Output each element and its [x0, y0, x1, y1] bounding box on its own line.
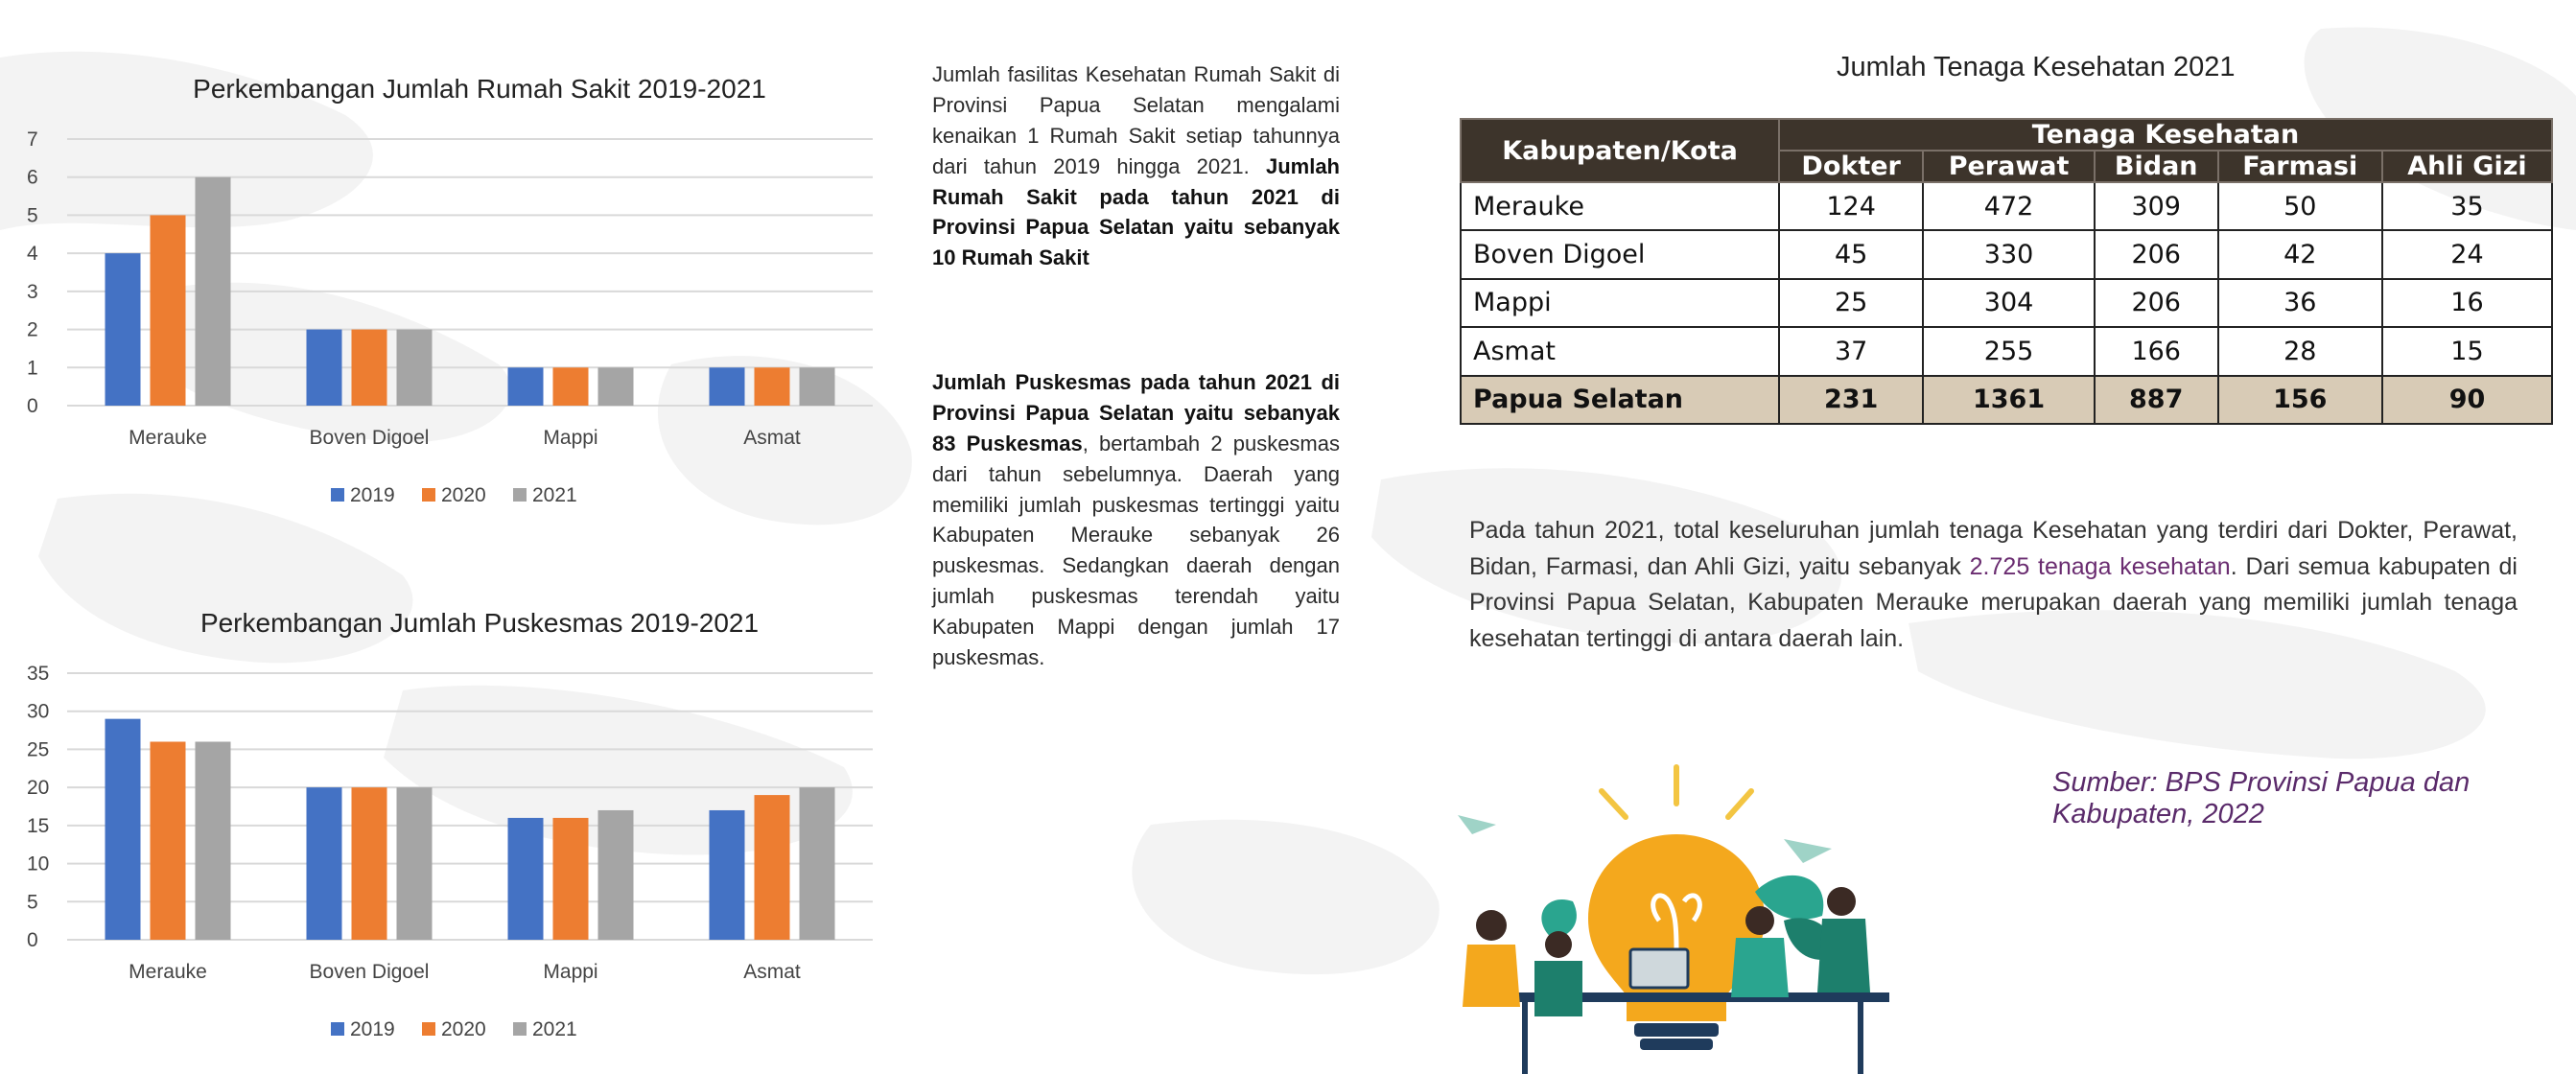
bar-2020-mappi — [553, 818, 589, 940]
x-category-label: Merauke — [129, 427, 207, 449]
bar-2019-merauke — [105, 253, 141, 406]
table-total-row — [1461, 376, 2552, 424]
cell: 15 — [2382, 327, 2552, 375]
y-tick-label: 0 — [27, 929, 38, 951]
x-category-label: Boven Digoel — [309, 427, 430, 449]
y-tick-label: 25 — [27, 738, 50, 761]
cell: 330 — [1923, 230, 2095, 278]
row-name: Boven Digoel — [1461, 230, 1779, 278]
legend-label: 2021 — [532, 484, 577, 506]
table-title: Jumlah Tenaga Kesehatan 2021 — [1837, 52, 2236, 82]
row-name: Merauke — [1461, 182, 1779, 230]
col-header-bidan: Bidan — [2095, 151, 2218, 182]
bar-2019-asmat — [710, 367, 745, 406]
x-category-label: Mappi — [543, 427, 598, 449]
legend-swatch — [422, 488, 435, 502]
cell: 472 — [1923, 182, 2095, 230]
lightbulb-illustration — [1439, 758, 1937, 1074]
y-tick-label: 5 — [27, 204, 38, 227]
col-header-ahli-gizi: Ahli Gizi — [2382, 151, 2552, 182]
legend-swatch — [513, 488, 527, 502]
table-row — [1461, 230, 2552, 278]
chart-title: Perkembangan Jumlah Puskesmas 2019-2021 — [199, 608, 760, 638]
bar-2019-boven-digoel — [307, 787, 342, 940]
table-row — [1461, 327, 2552, 375]
cell: 309 — [2095, 182, 2218, 230]
puskesmas-chart — [0, 592, 892, 1062]
bar-2019-merauke — [105, 719, 141, 940]
y-tick-label: 3 — [27, 280, 38, 303]
bar-2021-asmat — [800, 787, 835, 940]
cell: 166 — [2095, 327, 2218, 375]
y-tick-label: 10 — [27, 852, 50, 876]
x-category-label: Mappi — [543, 961, 598, 983]
legend-swatch — [331, 488, 344, 502]
health-workers-description — [1469, 513, 2517, 657]
x-category-label: Asmat — [743, 961, 801, 983]
cell: 35 — [2382, 182, 2552, 230]
legend-label: 2020 — [441, 1018, 486, 1040]
x-category-label: Asmat — [743, 427, 801, 449]
bar-2020-mappi — [553, 367, 589, 406]
bar-2020-asmat — [755, 367, 790, 406]
cell: 304 — [1923, 279, 2095, 327]
bar-2020-boven-digoel — [352, 787, 387, 940]
puskesmas-paragraph-text: , bertambah 2 puskesmas dari tahun sebelumnya. Daerah yang memiliki jumlah puskesmas tertinggi yaitu Kabupaten Merauke sebanyak 26 puskesmas. Sedangkan daerah dengan jumlah puskesmas terendah yaitu Kabupaten Mappi dengan jumlah 17 puskesmas. — [932, 431, 1340, 670]
bar-2021-boven-digoel — [397, 330, 433, 406]
bar-2020-asmat — [755, 795, 790, 940]
row-name: Mappi — [1461, 279, 1779, 327]
cell: 45 — [1779, 230, 1923, 278]
cell: 36 — [2218, 279, 2382, 327]
bar-2021-mappi — [598, 810, 634, 940]
col-region-header: Kabupaten/Kota — [1461, 119, 1779, 182]
hospital-paragraph-bold: Jumlah Rumah Sakit pada tahun 2021 di Provinsi Papua Selatan yaitu sebanyak 10 Rumah Sakit — [932, 153, 1340, 270]
total-cell: 90 — [2382, 376, 2552, 424]
bar-2020-merauke — [151, 215, 186, 406]
y-tick-label: 20 — [27, 777, 50, 800]
total-cell: 887 — [2095, 376, 2218, 424]
legend-swatch — [331, 1022, 344, 1036]
total-name: Papua Selatan — [1461, 376, 1779, 424]
legend-label: 2020 — [441, 484, 486, 506]
health-workers-table — [1460, 118, 2553, 425]
group-header: Tenaga Kesehatan — [1779, 119, 2552, 151]
y-tick-label: 35 — [27, 663, 50, 685]
cell: 37 — [1779, 327, 1923, 375]
description-text-2: . Dari semua kabupaten di Provinsi Papua Selatan, Kabupaten Merauke merupakan daerah yang memiliki jumlah tenaga kesehatan tertinggi di antara daerah lain. — [1469, 552, 2517, 652]
y-tick-label: 1 — [27, 357, 38, 380]
bar-2021-boven-digoel — [397, 787, 433, 940]
bar-2020-boven-digoel — [352, 330, 387, 406]
total-cell: 1361 — [1923, 376, 2095, 424]
legend-swatch — [422, 1022, 435, 1036]
legend-swatch — [513, 1022, 527, 1036]
table-row — [1461, 182, 2552, 230]
cell: 28 — [2218, 327, 2382, 375]
y-tick-label: 7 — [27, 128, 38, 151]
legend-label: 2019 — [350, 1018, 395, 1040]
bar-2020-merauke — [151, 741, 186, 940]
bar-2019-asmat — [710, 810, 745, 940]
description-text: Pada tahun 2021, total keseluruhan jumlah tenaga Kesehatan yang terdiri dari Dokter, Perawat, Bidan, Farmasi, dan Ahli Gizi, yaitu sebanyak — [1469, 517, 2517, 580]
bar-2021-asmat — [800, 367, 835, 406]
legend-label: 2019 — [350, 484, 395, 506]
y-tick-label: 30 — [27, 700, 50, 723]
bar-2021-mappi — [598, 367, 634, 406]
bar-2021-merauke — [196, 177, 231, 406]
row-name: Asmat — [1461, 327, 1779, 375]
table-row — [1461, 279, 2552, 327]
y-tick-label: 5 — [27, 891, 38, 914]
y-tick-label: 15 — [27, 814, 50, 837]
source-note: Sumber: BPS Provinsi Papua dan Kabupaten, 2022 — [2052, 767, 2471, 829]
bar-2019-mappi — [508, 367, 544, 406]
chart-title: Perkembangan Jumlah Rumah Sakit 2019-2021 — [193, 74, 766, 104]
bar-2021-merauke — [196, 741, 231, 940]
bar-2019-boven-digoel — [307, 330, 342, 406]
col-header-perawat: Perawat — [1923, 151, 2095, 182]
col-header-dokter: Dokter — [1779, 151, 1923, 182]
puskesmas-paragraph-bold: Jumlah Puskesmas pada tahun 2021 di Provinsi Papua Selatan yaitu sebanyak 83 Puskesmas — [932, 370, 1340, 455]
y-tick-label: 0 — [27, 395, 38, 417]
hospital-paragraph-text: Jumlah fasilitas Kesehatan Rumah Sakit di Provinsi Papua Selatan mengalami kenaikan 1 Rumah Sakit setiap tahunnya dari tahun 2019 hingga 2021. — [932, 62, 1340, 178]
cell: 255 — [1923, 327, 2095, 375]
cell: 25 — [1779, 279, 1923, 327]
hospital-chart — [0, 58, 892, 527]
description-highlight: 2.725 tenaga kesehatan — [1969, 552, 2231, 580]
hospital-paragraph — [932, 59, 1340, 273]
x-category-label: Merauke — [129, 961, 207, 983]
cell: 124 — [1779, 182, 1923, 230]
y-tick-label: 4 — [27, 243, 38, 266]
y-tick-label: 2 — [27, 318, 38, 341]
legend-label: 2021 — [532, 1018, 577, 1040]
cell: 42 — [2218, 230, 2382, 278]
total-cell: 231 — [1779, 376, 1923, 424]
cell: 16 — [2382, 279, 2552, 327]
cell: 24 — [2382, 230, 2552, 278]
x-category-label: Boven Digoel — [309, 961, 430, 983]
col-header-farmasi: Farmasi — [2218, 151, 2382, 182]
total-cell: 156 — [2218, 376, 2382, 424]
cell: 206 — [2095, 279, 2218, 327]
cell: 206 — [2095, 230, 2218, 278]
bar-2019-mappi — [508, 818, 544, 940]
y-tick-label: 6 — [27, 166, 38, 189]
cell: 50 — [2218, 182, 2382, 230]
puskesmas-paragraph — [932, 367, 1340, 673]
